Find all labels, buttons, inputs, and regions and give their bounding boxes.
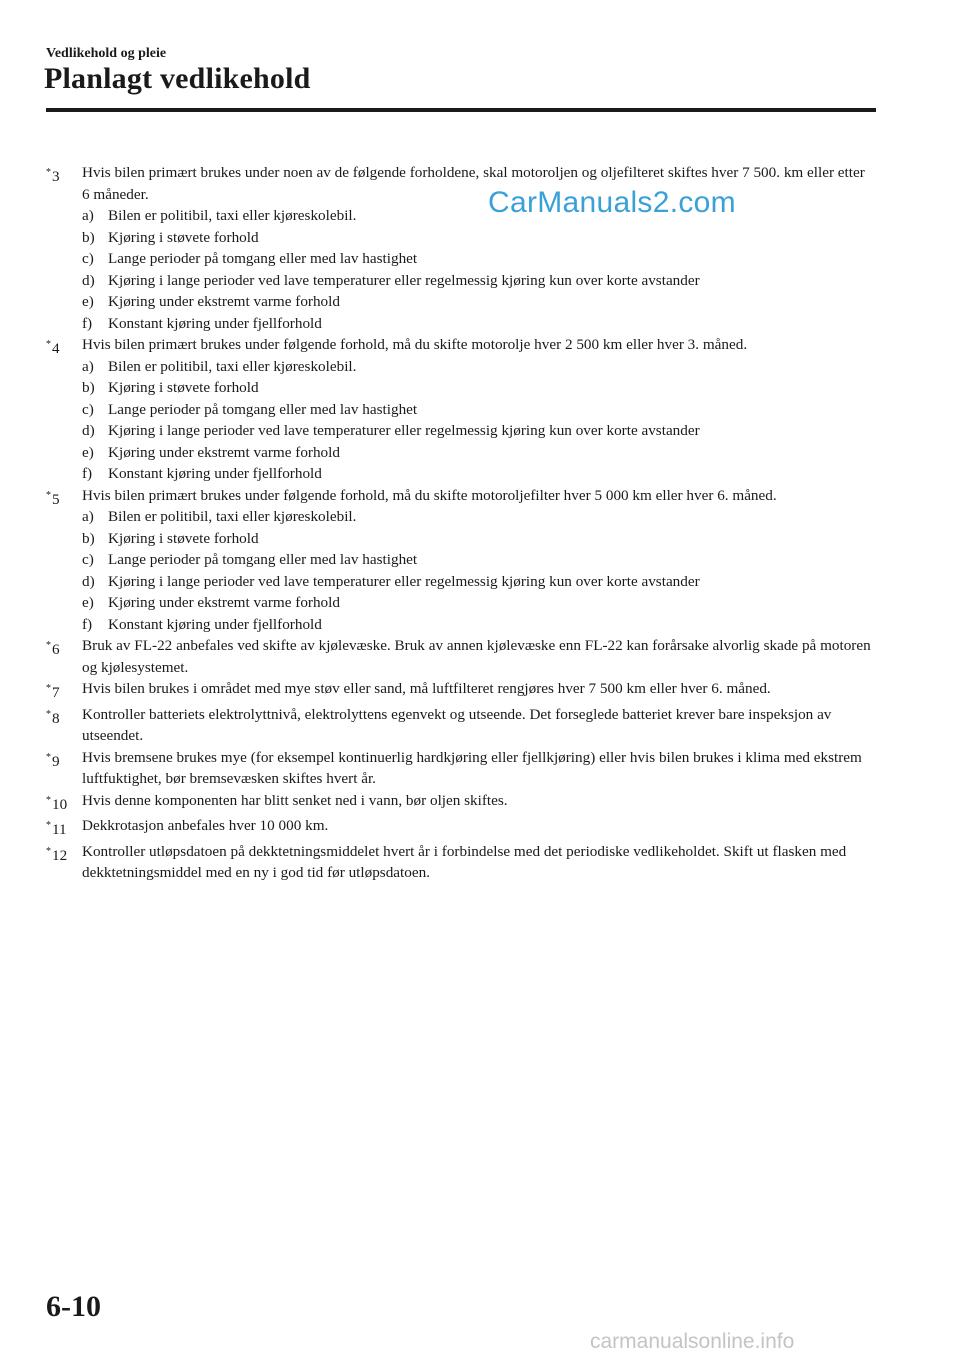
footnote-6	[46, 635, 876, 678]
condition-text: Bilen er politibil, taxi eller kjøreskolebil.	[108, 357, 357, 375]
condition-item	[82, 313, 876, 335]
condition-item	[82, 506, 876, 528]
footnote-12	[46, 841, 876, 884]
condition-letter: d)	[82, 572, 95, 590]
asterisk-glyph: *	[46, 751, 51, 763]
footnote-marker	[46, 747, 82, 790]
footnote-number: 8	[52, 709, 60, 727]
condition-item	[82, 571, 876, 593]
footnote-10	[46, 790, 876, 816]
condition-item	[82, 442, 876, 464]
footnote-number: 9	[52, 752, 60, 770]
footnote-text: Hvis denne komponenten har blitt senket ned i vann, bør oljen skiftes.	[82, 791, 508, 809]
footnote-content	[82, 747, 876, 790]
asterisk-glyph: *	[46, 708, 51, 720]
condition-text: Kjøring i lange perioder ved lave temperaturer eller regelmessig kjøring kun over korte avstander	[108, 271, 700, 289]
condition-text: Konstant kjøring under fjellforhold	[108, 465, 322, 482]
footnote-marker	[46, 704, 82, 747]
asterisk-glyph: *	[46, 794, 51, 806]
condition-text: Konstant kjøring under fjellforhold	[108, 615, 322, 633]
footnote-content	[82, 162, 876, 334]
footnote-text: Bruk av FL-22 anbefales ved skifte av kjølevæske. Bruk av annen kjølevæske enn FL-22 kan forårsake alvorlig skade på motoren og kjølesystemet.	[82, 637, 871, 676]
footnote-marker	[46, 678, 82, 704]
asterisk-glyph: *	[46, 683, 51, 694]
condition-text: Lange perioder på tomgang eller med lav hastighet	[108, 551, 418, 568]
condition-text: Kjøring i støvete forhold	[108, 228, 259, 246]
asterisk-glyph: *	[46, 640, 51, 651]
condition-item	[82, 614, 876, 636]
condition-item	[82, 248, 876, 270]
watermark-carmanuals2: CarManuals2.com	[488, 186, 736, 219]
condition-text: Lange perioder på tomgang eller med lav hastighet	[108, 400, 418, 418]
footnote-number: 7	[52, 684, 60, 702]
condition-letter: f)	[82, 314, 93, 332]
condition-text: Konstant kjøring under fjellforhold	[108, 314, 322, 332]
condition-letter: e)	[82, 594, 94, 611]
footnote-8	[46, 704, 876, 747]
footnote-text: Hvis bilen primært brukes under følgende forhold, må du skifte motorolje hver 2 500 km eller hver 3. måned.	[82, 336, 748, 353]
condition-letter: b)	[82, 228, 95, 246]
condition-item	[82, 356, 876, 378]
footnote-content	[82, 678, 876, 704]
condition-letter: f)	[82, 465, 93, 482]
condition-letter: d)	[82, 422, 95, 439]
footnote-marker	[46, 841, 82, 884]
footnote-text: Hvis bremsene brukes mye (for eksempel kontinuerlig hardkjøring eller fjellkjøring) eller hvis bilen brukes i klima med ekstrem luftfuktighet, bør bremsevæsken skiftes hvert år.	[82, 748, 862, 788]
condition-text: Kjøring i støvete forhold	[108, 529, 259, 547]
footnote-text: Dekkrotasjon anbefales hver 10 000 km.	[82, 817, 329, 835]
condition-letter: c)	[82, 250, 94, 267]
footnote-text: Kontroller utløpsdatoen på dekktetningsmiddelet hvert år i forbindelse med det periodiske vedlikeholdet. Skift ut flasken med dekktetningsmiddel med en ny i god tid før utløpsdatoen.	[82, 842, 847, 882]
footnote-marker	[46, 635, 82, 678]
condition-item	[82, 270, 876, 292]
condition-item	[82, 377, 876, 399]
condition-letter: a)	[82, 357, 94, 375]
condition-item	[82, 399, 876, 421]
condition-letter: a)	[82, 508, 94, 525]
condition-text: Kjøring i støvete forhold	[108, 379, 259, 396]
asterisk-glyph: *	[46, 339, 51, 350]
page-title: Planlagt vedlikehold	[44, 62, 311, 95]
condition-letter: b)	[82, 529, 95, 547]
condition-item	[82, 549, 876, 571]
footnote-content	[82, 841, 876, 884]
footnote-text: Hvis bilen brukes i området med mye støv eller sand, må luftfilteret rengjøres hver 7 500 km eller hver 6. måned.	[82, 680, 771, 697]
condition-text: Kjøring under ekstremt varme forhold	[108, 594, 340, 611]
footnote-number: 5	[52, 490, 60, 508]
condition-letter: b)	[82, 379, 95, 396]
condition-item	[82, 205, 876, 227]
footnote-number: 3	[52, 168, 60, 186]
footnote-content	[82, 815, 876, 841]
condition-letter: f)	[82, 615, 93, 633]
footnote-number: 11	[52, 821, 67, 839]
footnote-marker	[46, 790, 82, 816]
footnote-9	[46, 747, 876, 790]
footnote-7	[46, 678, 876, 704]
footnote-text: Hvis bilen primært brukes under noen av de følgende forholdene, skal motoroljen og oljefilteret skiftes hver 7 500. km eller etter 6 måneder.	[82, 164, 865, 203]
footnote-4	[46, 334, 876, 485]
condition-text: Kjøring under ekstremt varme forhold	[108, 293, 340, 310]
footnote-marker	[46, 485, 82, 636]
footnote-number: 10	[52, 795, 68, 813]
title-rule	[46, 108, 876, 112]
footnote-11	[46, 815, 876, 841]
asterisk-glyph: *	[46, 845, 51, 857]
condition-item	[82, 528, 876, 550]
page-number: 6-10	[46, 1290, 101, 1323]
condition-item	[82, 291, 876, 313]
condition-item	[82, 592, 876, 614]
condition-letter: c)	[82, 400, 94, 418]
footnote-3	[46, 162, 876, 334]
footnote-text: Hvis bilen primært brukes under følgende forhold, må du skifte motoroljefilter hver 5 000 km eller hver 6. måned.	[82, 486, 777, 504]
footnote-marker	[46, 334, 82, 485]
condition-text: Bilen er politibil, taxi eller kjøreskolebil.	[108, 508, 357, 525]
asterisk-glyph: *	[46, 489, 51, 501]
condition-text: Kjøring under ekstremt varme forhold	[108, 443, 340, 461]
condition-letter: e)	[82, 293, 94, 310]
condition-item	[82, 227, 876, 249]
footnote-content	[82, 635, 876, 678]
condition-text: Kjøring i lange perioder ved lave temperaturer eller regelmessig kjøring kun over korte avstander	[108, 572, 700, 590]
footnote-number: 6	[52, 641, 60, 659]
condition-text: Bilen er politibil, taxi eller kjøreskolebil.	[108, 207, 357, 224]
condition-text: Lange perioder på tomgang eller med lav hastighet	[108, 250, 418, 267]
condition-letter: d)	[82, 271, 95, 289]
asterisk-glyph: *	[46, 167, 51, 178]
footnote-content	[82, 485, 876, 636]
condition-text: Kjøring i lange perioder ved lave temperaturer eller regelmessig kjøring kun over korte avstander	[108, 422, 700, 439]
footnote-content	[82, 790, 876, 816]
condition-item	[82, 420, 876, 442]
condition-letter: c)	[82, 551, 94, 568]
footnote-content	[82, 334, 876, 485]
footer-watermark: carmanualsonline.info	[590, 1330, 795, 1353]
footnote-5	[46, 485, 876, 636]
footnote-content	[82, 704, 876, 747]
footnote-marker	[46, 162, 82, 334]
footnote-text: Kontroller batteriets elektrolyttnivå, elektrolyttens egenvekt og utseende. Det forseglede batteriet krever bare inspeksjon av utseendet.	[82, 705, 832, 745]
footnote-marker	[46, 815, 82, 841]
asterisk-glyph: *	[46, 820, 51, 832]
condition-letter: a)	[82, 207, 94, 224]
condition-item	[82, 463, 876, 485]
footnote-number: 4	[52, 340, 60, 358]
footnote-number: 12	[52, 846, 68, 864]
condition-letter: e)	[82, 443, 94, 461]
footnote-list	[46, 162, 876, 884]
section-label: Vedlikehold og pleie	[46, 46, 167, 61]
